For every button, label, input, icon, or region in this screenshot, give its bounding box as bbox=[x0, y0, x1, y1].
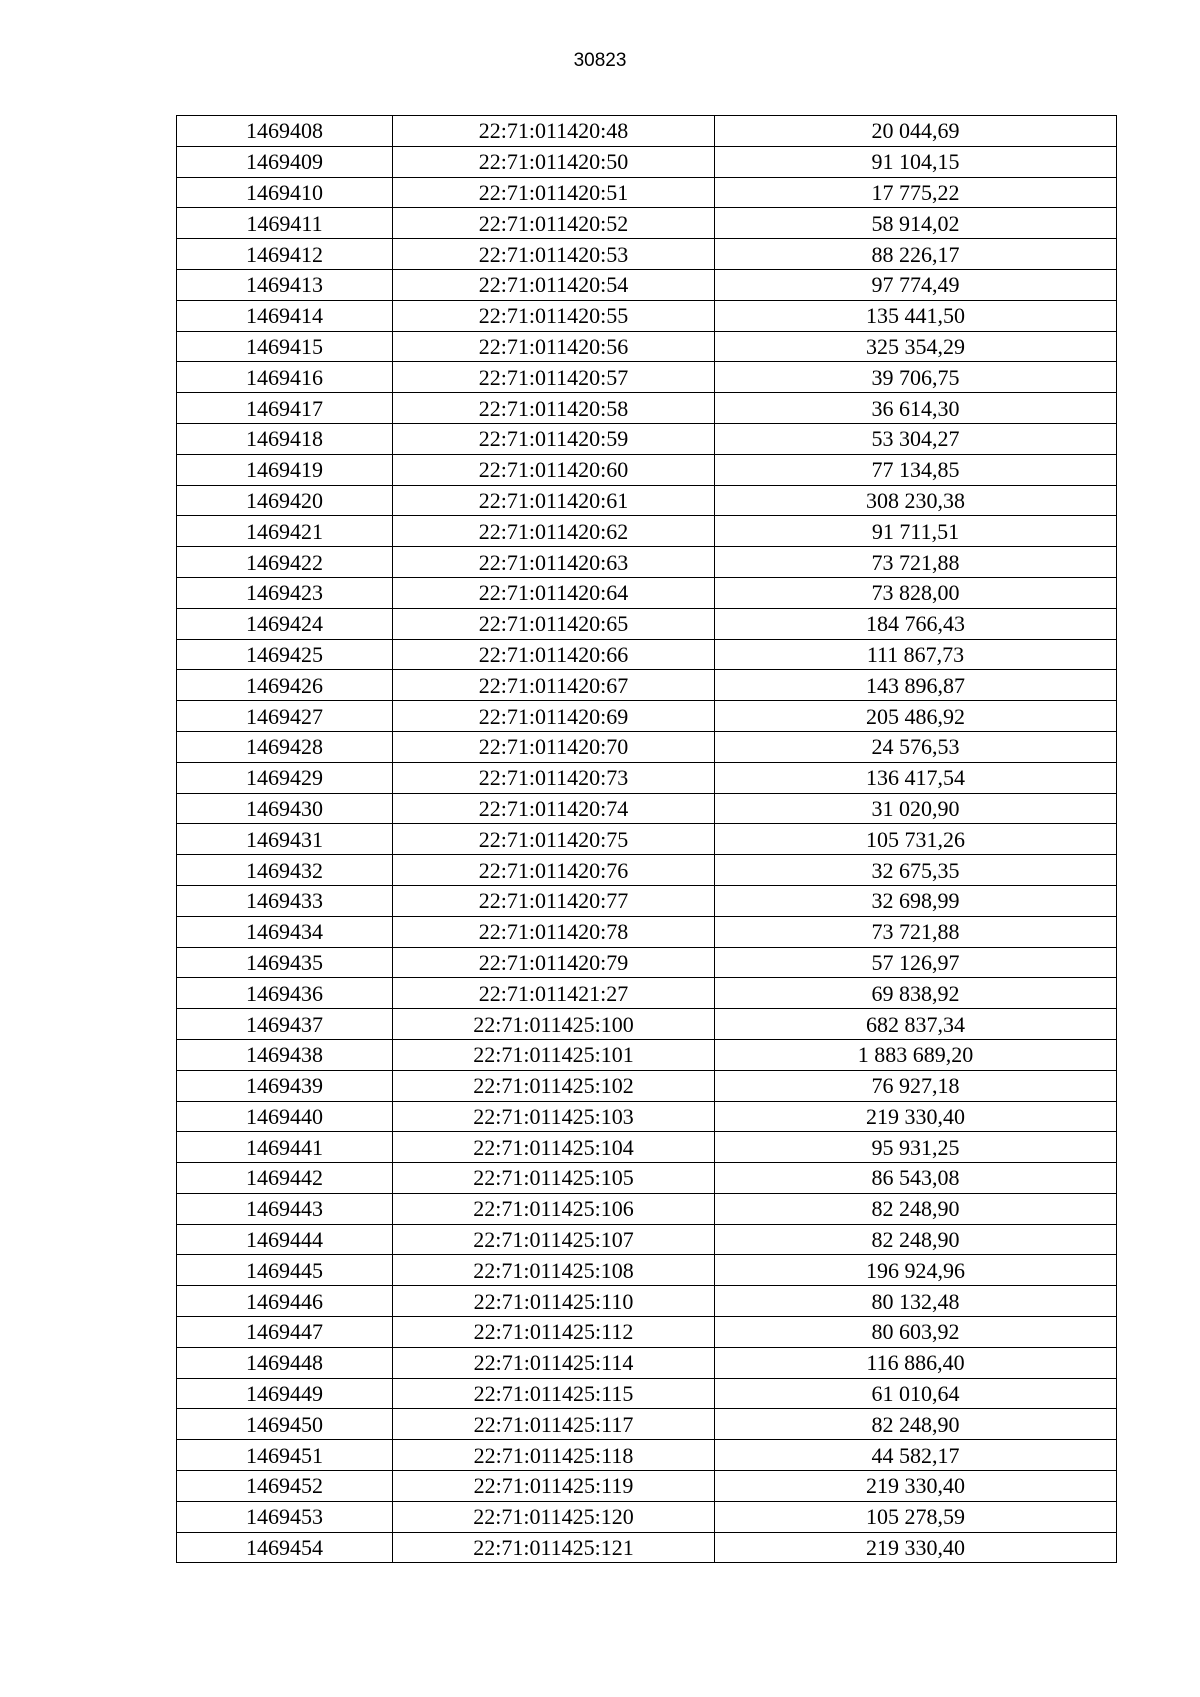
record-id-cell: 1469454 bbox=[177, 1532, 393, 1563]
record-id-cell: 1469441 bbox=[177, 1132, 393, 1163]
cadastral-number-cell: 22:71:011425:118 bbox=[393, 1440, 715, 1471]
value-cell: 97 774,49 bbox=[715, 269, 1117, 300]
cadastral-number-cell: 22:71:011425:120 bbox=[393, 1501, 715, 1532]
cadastral-number-cell: 22:71:011420:64 bbox=[393, 577, 715, 608]
record-id-cell: 1469435 bbox=[177, 947, 393, 978]
cadastral-number-cell: 22:71:011425:115 bbox=[393, 1378, 715, 1409]
table-row bbox=[177, 916, 1117, 947]
table-row bbox=[177, 239, 1117, 270]
cadastral-number-cell: 22:71:011420:74 bbox=[393, 793, 715, 824]
cadastral-number-cell: 22:71:011420:66 bbox=[393, 639, 715, 670]
record-id-cell: 1469429 bbox=[177, 762, 393, 793]
table-row bbox=[177, 731, 1117, 762]
record-id-cell: 1469423 bbox=[177, 577, 393, 608]
value-cell: 24 576,53 bbox=[715, 731, 1117, 762]
table-row bbox=[177, 608, 1117, 639]
record-id-cell: 1469415 bbox=[177, 331, 393, 362]
table-row bbox=[177, 1070, 1117, 1101]
value-cell: 219 330,40 bbox=[715, 1471, 1117, 1502]
table-row bbox=[177, 1440, 1117, 1471]
value-cell: 105 278,59 bbox=[715, 1501, 1117, 1532]
table-row bbox=[177, 177, 1117, 208]
cadastral-number-cell: 22:71:011425:117 bbox=[393, 1409, 715, 1440]
table-row bbox=[177, 1224, 1117, 1255]
value-cell: 184 766,43 bbox=[715, 608, 1117, 639]
cadastral-number-cell: 22:71:011425:121 bbox=[393, 1532, 715, 1563]
record-id-cell: 1469428 bbox=[177, 731, 393, 762]
value-cell: 69 838,92 bbox=[715, 978, 1117, 1009]
table-row bbox=[177, 454, 1117, 485]
table-row bbox=[177, 1039, 1117, 1070]
value-cell: 196 924,96 bbox=[715, 1255, 1117, 1286]
record-id-cell: 1469425 bbox=[177, 639, 393, 670]
cadastral-number-cell: 22:71:011420:57 bbox=[393, 362, 715, 393]
value-cell: 82 248,90 bbox=[715, 1224, 1117, 1255]
cadastral-number-cell: 22:71:011420:63 bbox=[393, 547, 715, 578]
value-cell: 91 711,51 bbox=[715, 516, 1117, 547]
record-id-cell: 1469439 bbox=[177, 1070, 393, 1101]
value-cell: 36 614,30 bbox=[715, 393, 1117, 424]
record-id-cell: 1469409 bbox=[177, 146, 393, 177]
table-row bbox=[177, 639, 1117, 670]
cadastral-number-cell: 22:71:011420:50 bbox=[393, 146, 715, 177]
cadastral-number-cell: 22:71:011420:76 bbox=[393, 855, 715, 886]
cadastral-number-cell: 22:71:011420:75 bbox=[393, 824, 715, 855]
cadastral-number-cell: 22:71:011420:78 bbox=[393, 916, 715, 947]
cadastral-number-cell: 22:71:011420:73 bbox=[393, 762, 715, 793]
data-table bbox=[176, 115, 1117, 1563]
value-cell: 80 603,92 bbox=[715, 1317, 1117, 1348]
cadastral-number-cell: 22:71:011420:56 bbox=[393, 331, 715, 362]
cadastral-number-cell: 22:71:011420:69 bbox=[393, 701, 715, 732]
record-id-cell: 1469412 bbox=[177, 239, 393, 270]
cadastral-number-cell: 22:71:011420:51 bbox=[393, 177, 715, 208]
record-id-cell: 1469450 bbox=[177, 1409, 393, 1440]
cadastral-number-cell: 22:71:011425:112 bbox=[393, 1317, 715, 1348]
value-cell: 73 721,88 bbox=[715, 547, 1117, 578]
record-id-cell: 1469448 bbox=[177, 1347, 393, 1378]
value-cell: 116 886,40 bbox=[715, 1347, 1117, 1378]
cadastral-number-cell: 22:71:011420:54 bbox=[393, 269, 715, 300]
value-cell: 76 927,18 bbox=[715, 1070, 1117, 1101]
record-id-cell: 1469418 bbox=[177, 423, 393, 454]
cadastral-number-cell: 22:71:011420:48 bbox=[393, 116, 715, 147]
cadastral-number-cell: 22:71:011420:70 bbox=[393, 731, 715, 762]
table-row bbox=[177, 762, 1117, 793]
value-cell: 86 543,08 bbox=[715, 1163, 1117, 1194]
table-row bbox=[177, 793, 1117, 824]
cadastral-number-cell: 22:71:011425:102 bbox=[393, 1070, 715, 1101]
record-id-cell: 1469408 bbox=[177, 116, 393, 147]
value-cell: 57 126,97 bbox=[715, 947, 1117, 978]
cadastral-number-cell: 22:71:011420:58 bbox=[393, 393, 715, 424]
cadastral-number-cell: 22:71:011420:62 bbox=[393, 516, 715, 547]
record-id-cell: 1469413 bbox=[177, 269, 393, 300]
value-cell: 77 134,85 bbox=[715, 454, 1117, 485]
value-cell: 91 104,15 bbox=[715, 146, 1117, 177]
record-id-cell: 1469452 bbox=[177, 1471, 393, 1502]
value-cell: 53 304,27 bbox=[715, 423, 1117, 454]
table-row bbox=[177, 855, 1117, 886]
table-row bbox=[177, 300, 1117, 331]
table-row bbox=[177, 670, 1117, 701]
cadastral-number-cell: 22:71:011425:103 bbox=[393, 1101, 715, 1132]
value-cell: 135 441,50 bbox=[715, 300, 1117, 331]
cadastral-number-cell: 22:71:011425:105 bbox=[393, 1163, 715, 1194]
page-number: 30823 bbox=[573, 50, 627, 71]
record-id-cell: 1469438 bbox=[177, 1039, 393, 1070]
table-row bbox=[177, 1471, 1117, 1502]
record-id-cell: 1469434 bbox=[177, 916, 393, 947]
value-cell: 31 020,90 bbox=[715, 793, 1117, 824]
value-cell: 39 706,75 bbox=[715, 362, 1117, 393]
record-id-cell: 1469446 bbox=[177, 1286, 393, 1317]
value-cell: 61 010,64 bbox=[715, 1378, 1117, 1409]
record-id-cell: 1469417 bbox=[177, 393, 393, 424]
value-cell: 32 698,99 bbox=[715, 885, 1117, 916]
value-cell: 80 132,48 bbox=[715, 1286, 1117, 1317]
record-id-cell: 1469424 bbox=[177, 608, 393, 639]
record-id-cell: 1469440 bbox=[177, 1101, 393, 1132]
value-cell: 44 582,17 bbox=[715, 1440, 1117, 1471]
table-row bbox=[177, 1409, 1117, 1440]
table-row bbox=[177, 1532, 1117, 1563]
record-id-cell: 1469444 bbox=[177, 1224, 393, 1255]
table-row bbox=[177, 1193, 1117, 1224]
record-id-cell: 1469430 bbox=[177, 793, 393, 824]
cadastral-number-cell: 22:71:011425:104 bbox=[393, 1132, 715, 1163]
value-cell: 20 044,69 bbox=[715, 116, 1117, 147]
record-id-cell: 1469447 bbox=[177, 1317, 393, 1348]
value-cell: 82 248,90 bbox=[715, 1193, 1117, 1224]
table-row bbox=[177, 362, 1117, 393]
record-id-cell: 1469414 bbox=[177, 300, 393, 331]
table-body bbox=[177, 116, 1117, 1563]
table-row bbox=[177, 1317, 1117, 1348]
table-row bbox=[177, 1378, 1117, 1409]
cadastral-number-cell: 22:71:011420:77 bbox=[393, 885, 715, 916]
table-row bbox=[177, 701, 1117, 732]
cadastral-number-cell: 22:71:011421:27 bbox=[393, 978, 715, 1009]
table-row bbox=[177, 947, 1117, 978]
record-id-cell: 1469437 bbox=[177, 1009, 393, 1040]
cadastral-number-cell: 22:71:011420:55 bbox=[393, 300, 715, 331]
value-cell: 682 837,34 bbox=[715, 1009, 1117, 1040]
record-id-cell: 1469411 bbox=[177, 208, 393, 239]
table-row bbox=[177, 1255, 1117, 1286]
cadastral-number-cell: 22:71:011420:79 bbox=[393, 947, 715, 978]
cadastral-number-cell: 22:71:011420:61 bbox=[393, 485, 715, 516]
table-row bbox=[177, 331, 1117, 362]
record-id-cell: 1469420 bbox=[177, 485, 393, 516]
cadastral-number-cell: 22:71:011425:107 bbox=[393, 1224, 715, 1255]
table-row bbox=[177, 1286, 1117, 1317]
value-cell: 143 896,87 bbox=[715, 670, 1117, 701]
cadastral-number-cell: 22:71:011420:65 bbox=[393, 608, 715, 639]
record-id-cell: 1469432 bbox=[177, 855, 393, 886]
cadastral-number-cell: 22:71:011425:106 bbox=[393, 1193, 715, 1224]
value-cell: 219 330,40 bbox=[715, 1532, 1117, 1563]
value-cell: 17 775,22 bbox=[715, 177, 1117, 208]
table-row bbox=[177, 116, 1117, 147]
value-cell: 58 914,02 bbox=[715, 208, 1117, 239]
record-id-cell: 1469445 bbox=[177, 1255, 393, 1286]
record-id-cell: 1469421 bbox=[177, 516, 393, 547]
cadastral-number-cell: 22:71:011425:110 bbox=[393, 1286, 715, 1317]
table-row bbox=[177, 1009, 1117, 1040]
cadastral-number-cell: 22:71:011425:119 bbox=[393, 1471, 715, 1502]
table-row bbox=[177, 978, 1117, 1009]
table-row bbox=[177, 393, 1117, 424]
value-cell: 308 230,38 bbox=[715, 485, 1117, 516]
table-row bbox=[177, 485, 1117, 516]
cadastral-number-cell: 22:71:011425:100 bbox=[393, 1009, 715, 1040]
table-row bbox=[177, 1132, 1117, 1163]
value-cell: 1 883 689,20 bbox=[715, 1039, 1117, 1070]
value-cell: 325 354,29 bbox=[715, 331, 1117, 362]
value-cell: 73 721,88 bbox=[715, 916, 1117, 947]
record-id-cell: 1469436 bbox=[177, 978, 393, 1009]
record-id-cell: 1469419 bbox=[177, 454, 393, 485]
table-row bbox=[177, 208, 1117, 239]
value-cell: 136 417,54 bbox=[715, 762, 1117, 793]
record-id-cell: 1469431 bbox=[177, 824, 393, 855]
record-id-cell: 1469426 bbox=[177, 670, 393, 701]
cadastral-number-cell: 22:71:011425:114 bbox=[393, 1347, 715, 1378]
table-row bbox=[177, 423, 1117, 454]
record-id-cell: 1469443 bbox=[177, 1193, 393, 1224]
table-row bbox=[177, 1347, 1117, 1378]
value-cell: 205 486,92 bbox=[715, 701, 1117, 732]
record-id-cell: 1469422 bbox=[177, 547, 393, 578]
cadastral-number-cell: 22:71:011420:59 bbox=[393, 423, 715, 454]
record-id-cell: 1469410 bbox=[177, 177, 393, 208]
record-id-cell: 1469433 bbox=[177, 885, 393, 916]
value-cell: 95 931,25 bbox=[715, 1132, 1117, 1163]
cadastral-number-cell: 22:71:011425:108 bbox=[393, 1255, 715, 1286]
value-cell: 111 867,73 bbox=[715, 639, 1117, 670]
cadastral-number-cell: 22:71:011420:60 bbox=[393, 454, 715, 485]
record-id-cell: 1469416 bbox=[177, 362, 393, 393]
table-row bbox=[177, 885, 1117, 916]
record-id-cell: 1469442 bbox=[177, 1163, 393, 1194]
table-row bbox=[177, 1163, 1117, 1194]
cadastral-number-cell: 22:71:011420:52 bbox=[393, 208, 715, 239]
cadastral-number-cell: 22:71:011420:53 bbox=[393, 239, 715, 270]
table-row bbox=[177, 516, 1117, 547]
table-row bbox=[177, 269, 1117, 300]
table-row bbox=[177, 577, 1117, 608]
value-cell: 219 330,40 bbox=[715, 1101, 1117, 1132]
record-id-cell: 1469453 bbox=[177, 1501, 393, 1532]
table-row bbox=[177, 1501, 1117, 1532]
table-row bbox=[177, 146, 1117, 177]
table-row bbox=[177, 547, 1117, 578]
cadastral-number-cell: 22:71:011420:67 bbox=[393, 670, 715, 701]
record-id-cell: 1469451 bbox=[177, 1440, 393, 1471]
value-cell: 82 248,90 bbox=[715, 1409, 1117, 1440]
record-id-cell: 1469427 bbox=[177, 701, 393, 732]
value-cell: 88 226,17 bbox=[715, 239, 1117, 270]
value-cell: 32 675,35 bbox=[715, 855, 1117, 886]
value-cell: 73 828,00 bbox=[715, 577, 1117, 608]
record-id-cell: 1469449 bbox=[177, 1378, 393, 1409]
table-row bbox=[177, 824, 1117, 855]
table-row bbox=[177, 1101, 1117, 1132]
cadastral-number-cell: 22:71:011425:101 bbox=[393, 1039, 715, 1070]
value-cell: 105 731,26 bbox=[715, 824, 1117, 855]
